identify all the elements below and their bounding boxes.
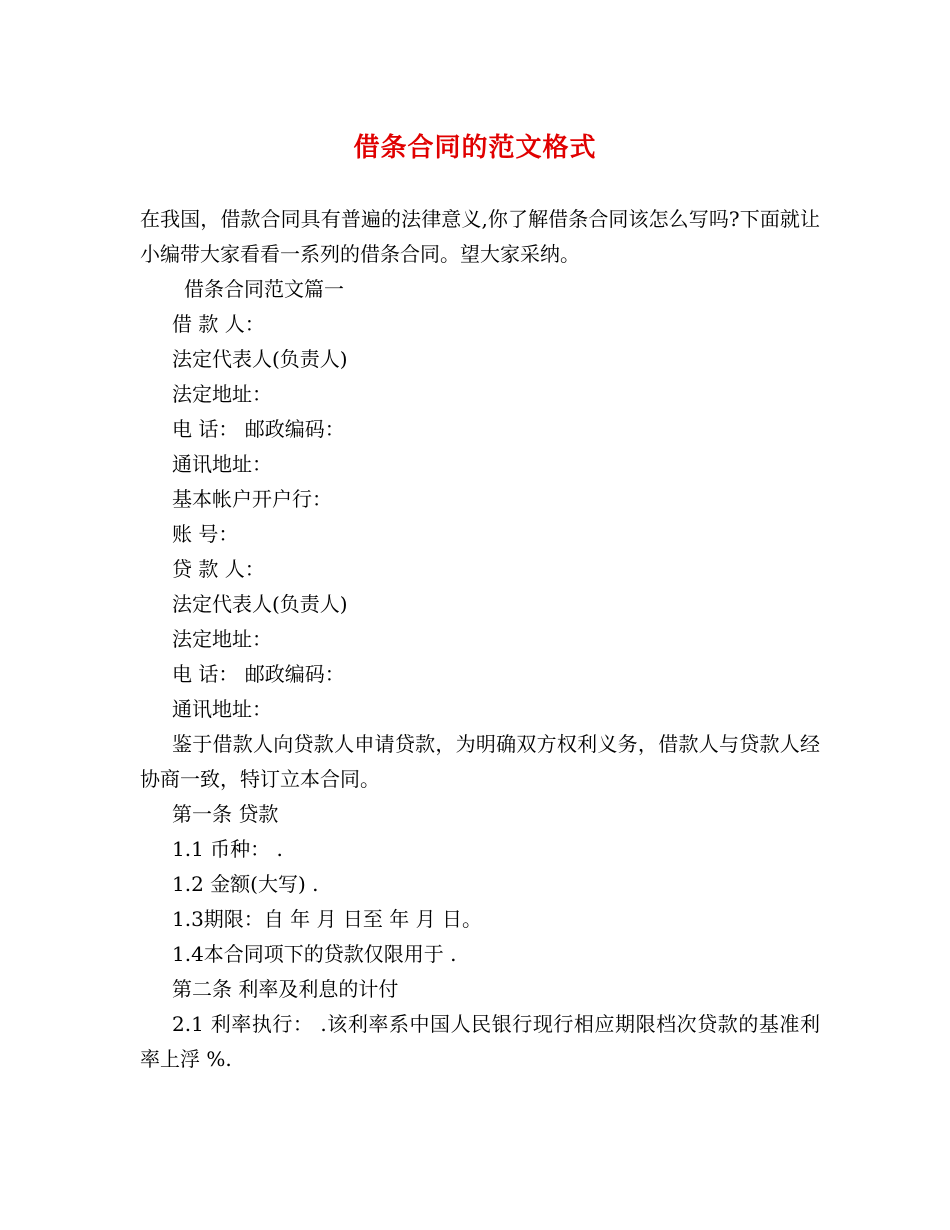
intro-paragraph: 在我国，借款合同具有普遍的法律意义,你了解借条合同该怎么写吗?下面就让小编带大家看看一系列的借条合同。望大家采纳。 <box>140 207 820 266</box>
lender-legal-rep-field: 法定代表人(负责人) <box>172 592 348 616</box>
lender-mailing-address-field: 通讯地址： <box>172 697 272 721</box>
borrower-legal-address-field: 法定地址： <box>172 382 272 406</box>
document-title: 借条合同的范文格式 <box>353 133 597 163</box>
article-2-item-rate: 2.1 利率执行： .该利率系中国人民银行现行相应期限档次贷款的基准利率上浮 %. <box>140 1012 820 1071</box>
lender-phone-postcode-field: 电 话： 邮政编码： <box>172 662 345 686</box>
article-1-title: 第一条 贷款 <box>172 802 279 826</box>
borrower-bank-field: 基本帐户开户行： <box>172 487 332 511</box>
article-2-title: 第二条 利率及利息的计付 <box>172 977 399 1001</box>
borrower-field: 借 款 人： <box>172 312 265 336</box>
article-1-item-currency: 1.1 币种： . <box>172 837 283 861</box>
section-heading: 借条合同范文篇一 <box>184 277 344 301</box>
article-1-item-term: 1.3期限：自 年 月 日至 年 月 日。 <box>172 907 482 931</box>
lender-legal-address-field: 法定地址： <box>172 627 272 651</box>
article-1-item-purpose: 1.4本合同项下的贷款仅限用于 . <box>172 942 457 966</box>
borrower-phone-postcode-field: 电 话： 邮政编码： <box>172 417 345 441</box>
article-1-item-amount: 1.2 金额(大写) . <box>172 872 319 896</box>
lender-field: 贷 款 人： <box>172 557 265 581</box>
borrower-legal-rep-field: 法定代表人(负责人) <box>172 347 348 371</box>
document-body <box>140 202 820 1077</box>
borrower-mailing-address-field: 通讯地址： <box>172 452 272 476</box>
preamble-paragraph: 鉴于借款人向贷款人申请贷款，为明确双方权利义务，借款人与贷款人经协商一致，特订立本合同。 <box>140 732 820 791</box>
borrower-account-field: 账 号： <box>172 522 239 546</box>
